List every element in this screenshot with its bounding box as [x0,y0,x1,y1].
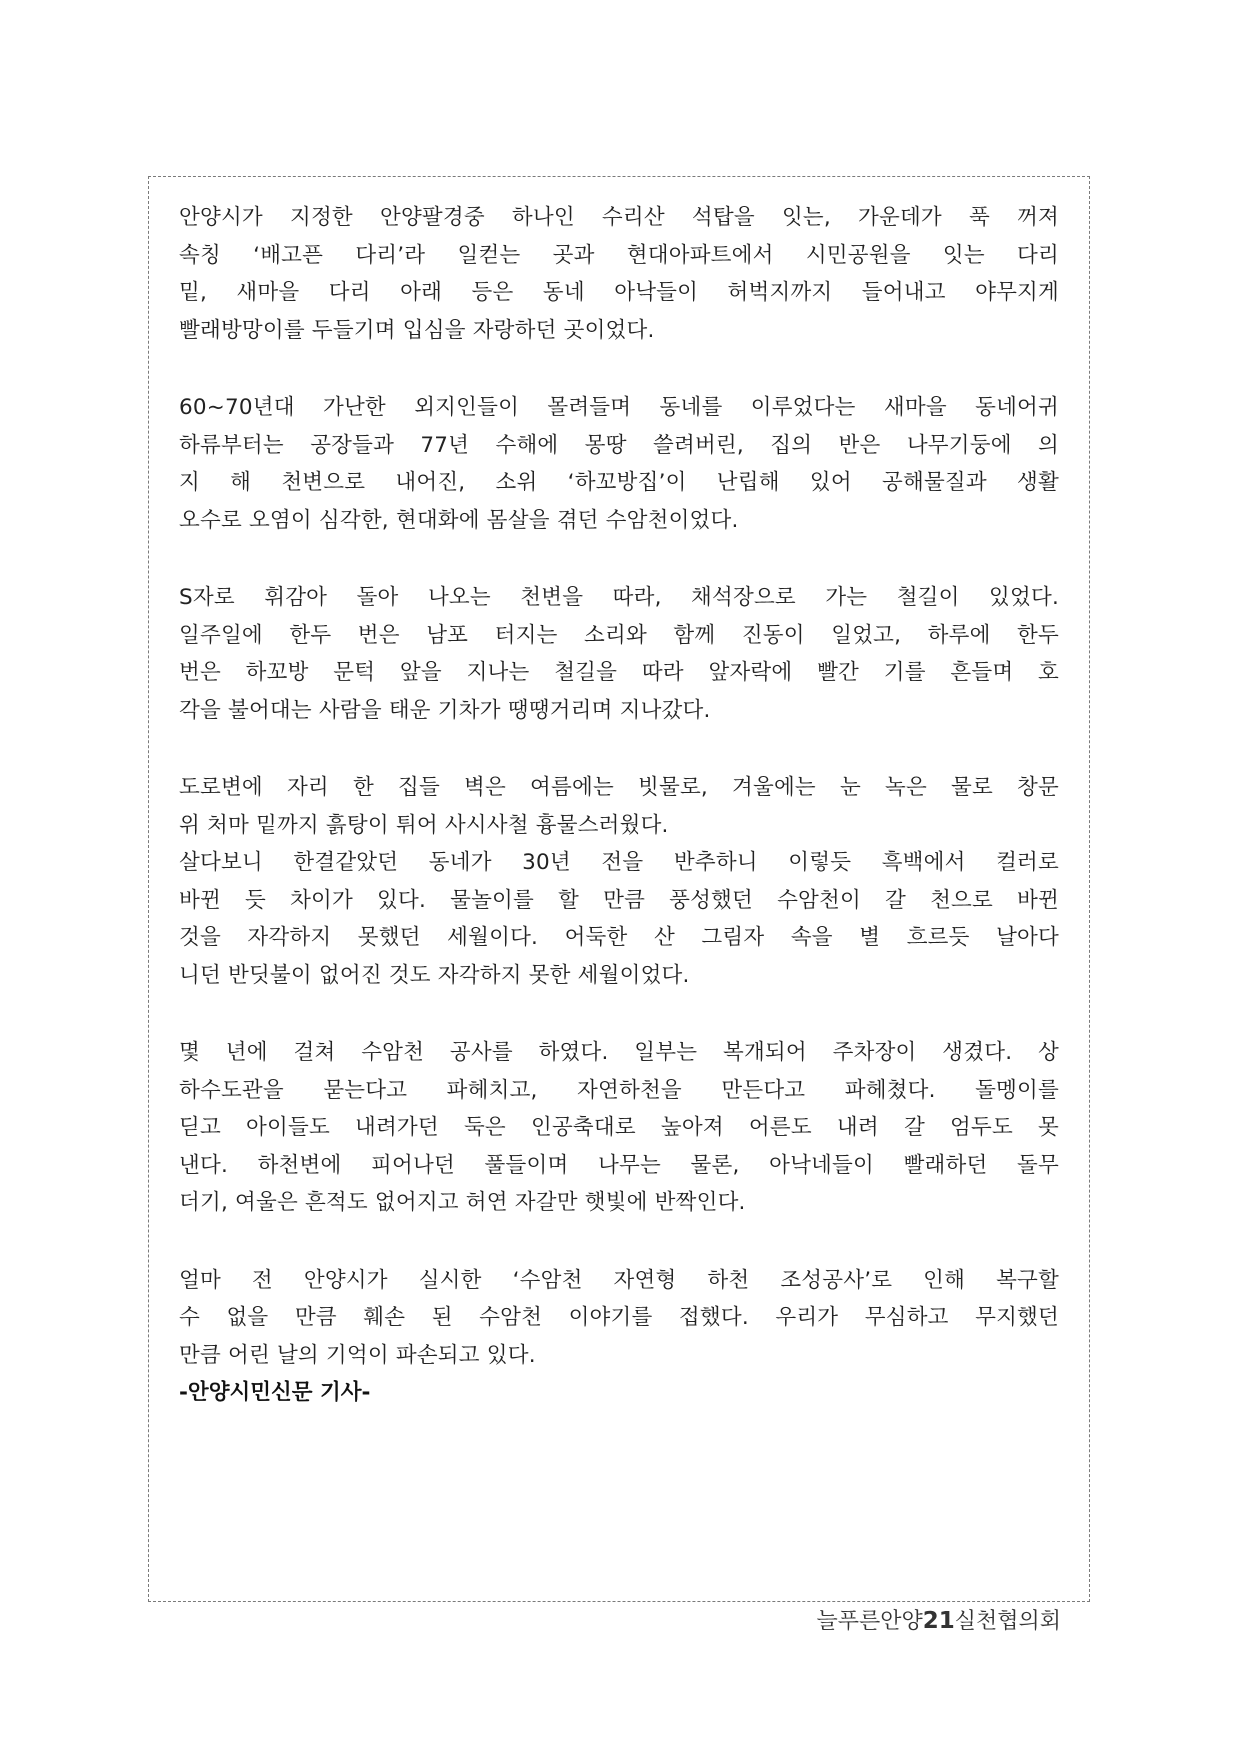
paragraph-line: 오수로 오염이 심각한, 현대화에 몸살을 겪던 수암천이었다. [179,507,739,533]
paragraph-line: 니던 반딧불이 없어진 것도 자각하지 못한 세월이었다. [179,962,690,988]
paragraph-line: 딛고 아이들도 내려가던 둑은 인공축대로 높아져 어른도 내려 갈 엄두도 못 [179,1115,1059,1140]
paragraph-line: 것을 자각하지 못했던 세월이다. 어둑한 산 그림자 속을 별 흐르듯 날아다 [179,925,1059,950]
paragraph-line: S자로 휘감아 돌아 나오는 천변을 따라, 채석장으로 가는 철길이 있었다. [179,585,1059,610]
article-box [148,176,1090,1602]
paragraph-5 [179,1034,1059,1222]
article-body [179,199,1059,1412]
paragraph-2 [179,389,1059,539]
paragraph-line: 바뀐 듯 차이가 있다. 물놀이를 할 만큼 풍성했던 수암천이 갈 천으로 바뀐 [179,887,1059,913]
footer-suffix: 실천협의회 [954,1609,1061,1634]
paragraph-line: 일주일에 한두 번은 남포 터지는 소리와 함께 진동이 일었고, 하루에 한두 [179,622,1059,648]
paragraph-line: 60~70년대 가난한 외지인들이 몰려들며 동네를 이루었다는 새마을 동네어귀 [179,395,1059,420]
paragraph-3 [179,579,1059,729]
paragraph-line: 낸다. 하천변에 피어나던 풀들이며 나무는 물론, 아낙네들이 빨래하던 돌무 [179,1152,1059,1178]
paragraph-line: 더기, 여울은 흔적도 없어지고 허연 자갈만 햇빛에 반짝인다. [179,1190,746,1215]
paragraph-4 [179,769,1059,994]
paragraph-1 [179,199,1059,349]
paragraph-6 [179,1262,1059,1375]
paragraph-line: 만큼 어린 날의 기억이 파손되고 있다. [179,1342,536,1368]
article-source: -안양시민신문 기사- [179,1380,371,1405]
footer-organization [816,1604,1061,1635]
paragraph-line: 도로변에 자리 한 집들 벽은 여름에는 빗물로, 겨울에는 눈 녹은 물로 창문 [179,775,1059,800]
paragraph-line: 얼마 전 안양시가 실시한 ‘수암천 자연형 하천 조성공사’로 인해 복구할 [179,1267,1059,1293]
paragraph-line: 속칭 ‘배고픈 다리’라 일컫는 곳과 현대아파트에서 시민공원을 잇는 다리 [179,242,1059,268]
footer-number: 21 [922,1608,955,1634]
paragraph-line: 위 처마 밑까지 흙탕이 튀어 사시사철 흉물스러웠다. [179,812,669,838]
paragraph-line: 안양시가 지정한 안양팔경중 하나인 수리산 석탑을 잇는, 가운데가 푹 꺼져 [179,205,1059,230]
footer-prefix: 늘푸른안양 [816,1609,923,1634]
paragraph-line: 몇 년에 걸쳐 수암천 공사를 하였다. 일부는 복개되어 주차장이 생겼다. 상 [179,1040,1059,1065]
paragraph-line: 지 해 천변으로 내어진, 소위 ‘하꼬방집’이 난립해 있어 공해물질과 생활 [179,470,1059,495]
paragraph-line: 수 없을 만큼 훼손 된 수암천 이야기를 접했다. 우리가 무심하고 무지했던 [179,1305,1059,1330]
paragraph-line: 살다보니 한결같았던 동네가 30년 전을 반추하니 이렇듯 흑백에서 컬러로 [179,850,1059,875]
paragraph-line: 빨래방망이를 두들기며 입심을 자랑하던 곳이었다. [179,317,655,343]
paragraph-line: 밑, 새마을 다리 아래 등은 동네 아낙들이 허벅지까지 들어내고 야무지게 [179,280,1059,305]
paragraph-line: 각을 불어대는 사람을 태운 기차가 땡땡거리며 지나갔다. [179,697,711,723]
paragraph-line: 번은 하꼬방 문턱 앞을 지나는 철길을 따라 앞자락에 빨간 기를 흔들며 호 [179,660,1059,685]
paragraph-line: 하수도관을 묻는다고 파헤치고, 자연하천을 만든다고 파헤쳤다. 돌멩이를 [179,1077,1059,1103]
paragraph-line: 하류부터는 공장들과 77년 수해에 몽땅 쓸려버린, 집의 반은 나무기둥에 의 [179,432,1059,458]
